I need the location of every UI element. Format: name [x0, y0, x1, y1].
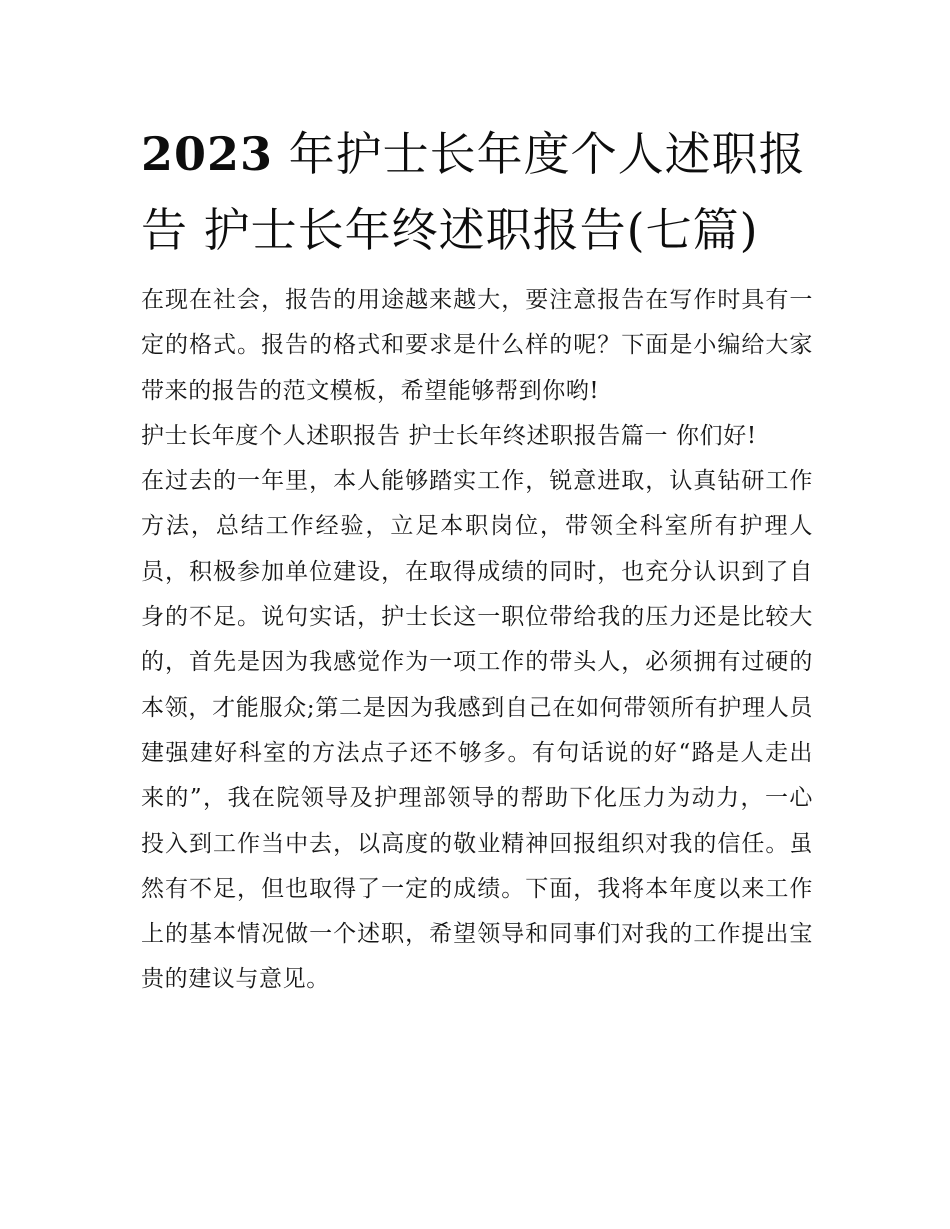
title-text: 年护士长年度个人述职报告 护士长年终述职报告(七篇)	[141, 127, 806, 257]
title-year: 2023	[141, 127, 274, 181]
section-heading: 护士长年度个人述职报告 护士长年终述职报告篇一 你们好!	[141, 422, 757, 449]
document-content	[141, 116, 813, 1003]
document-title	[141, 116, 813, 268]
document-body	[141, 278, 813, 1003]
body-paragraph: 在过去的一年里，本人能够踏实工作，锐意进取，认真钻研工作方法，总结工作经验，立足本职岗位，带领全科室所有护理人员，积极参加单位建设，在取得成绩的同时，也充分认识到了自身的不足。说句实话，护士长这一职位带给我的压力还是比较大的，首先是因为我感觉作为一项工作的带头人，必须拥有过硬的本领，才能服众;第二是因为我感到自己在如何带领所有护理人员建强建好科室的方法点子还不够多。有句话说的好“路是人走出来的”，我在院领导及护理部领导的帮助下化压力为动力，一心投入到工作当中去，以高度的敬业精神回报组织对我的信任。虽然有不足，但也取得了一定的成绩。下面，我将本年度以来工作上的基本情况做一个述职，希望领导和同事们对我的工作提出宝贵的建议与意见。	[141, 468, 813, 993]
intro-paragraph: 在现在社会，报告的用途越来越大，要注意报告在写作时具有一定的格式。报告的格式和要求是什么样的呢？下面是小编给大家带来的报告的范文模板，希望能够帮到你哟!	[141, 287, 813, 404]
